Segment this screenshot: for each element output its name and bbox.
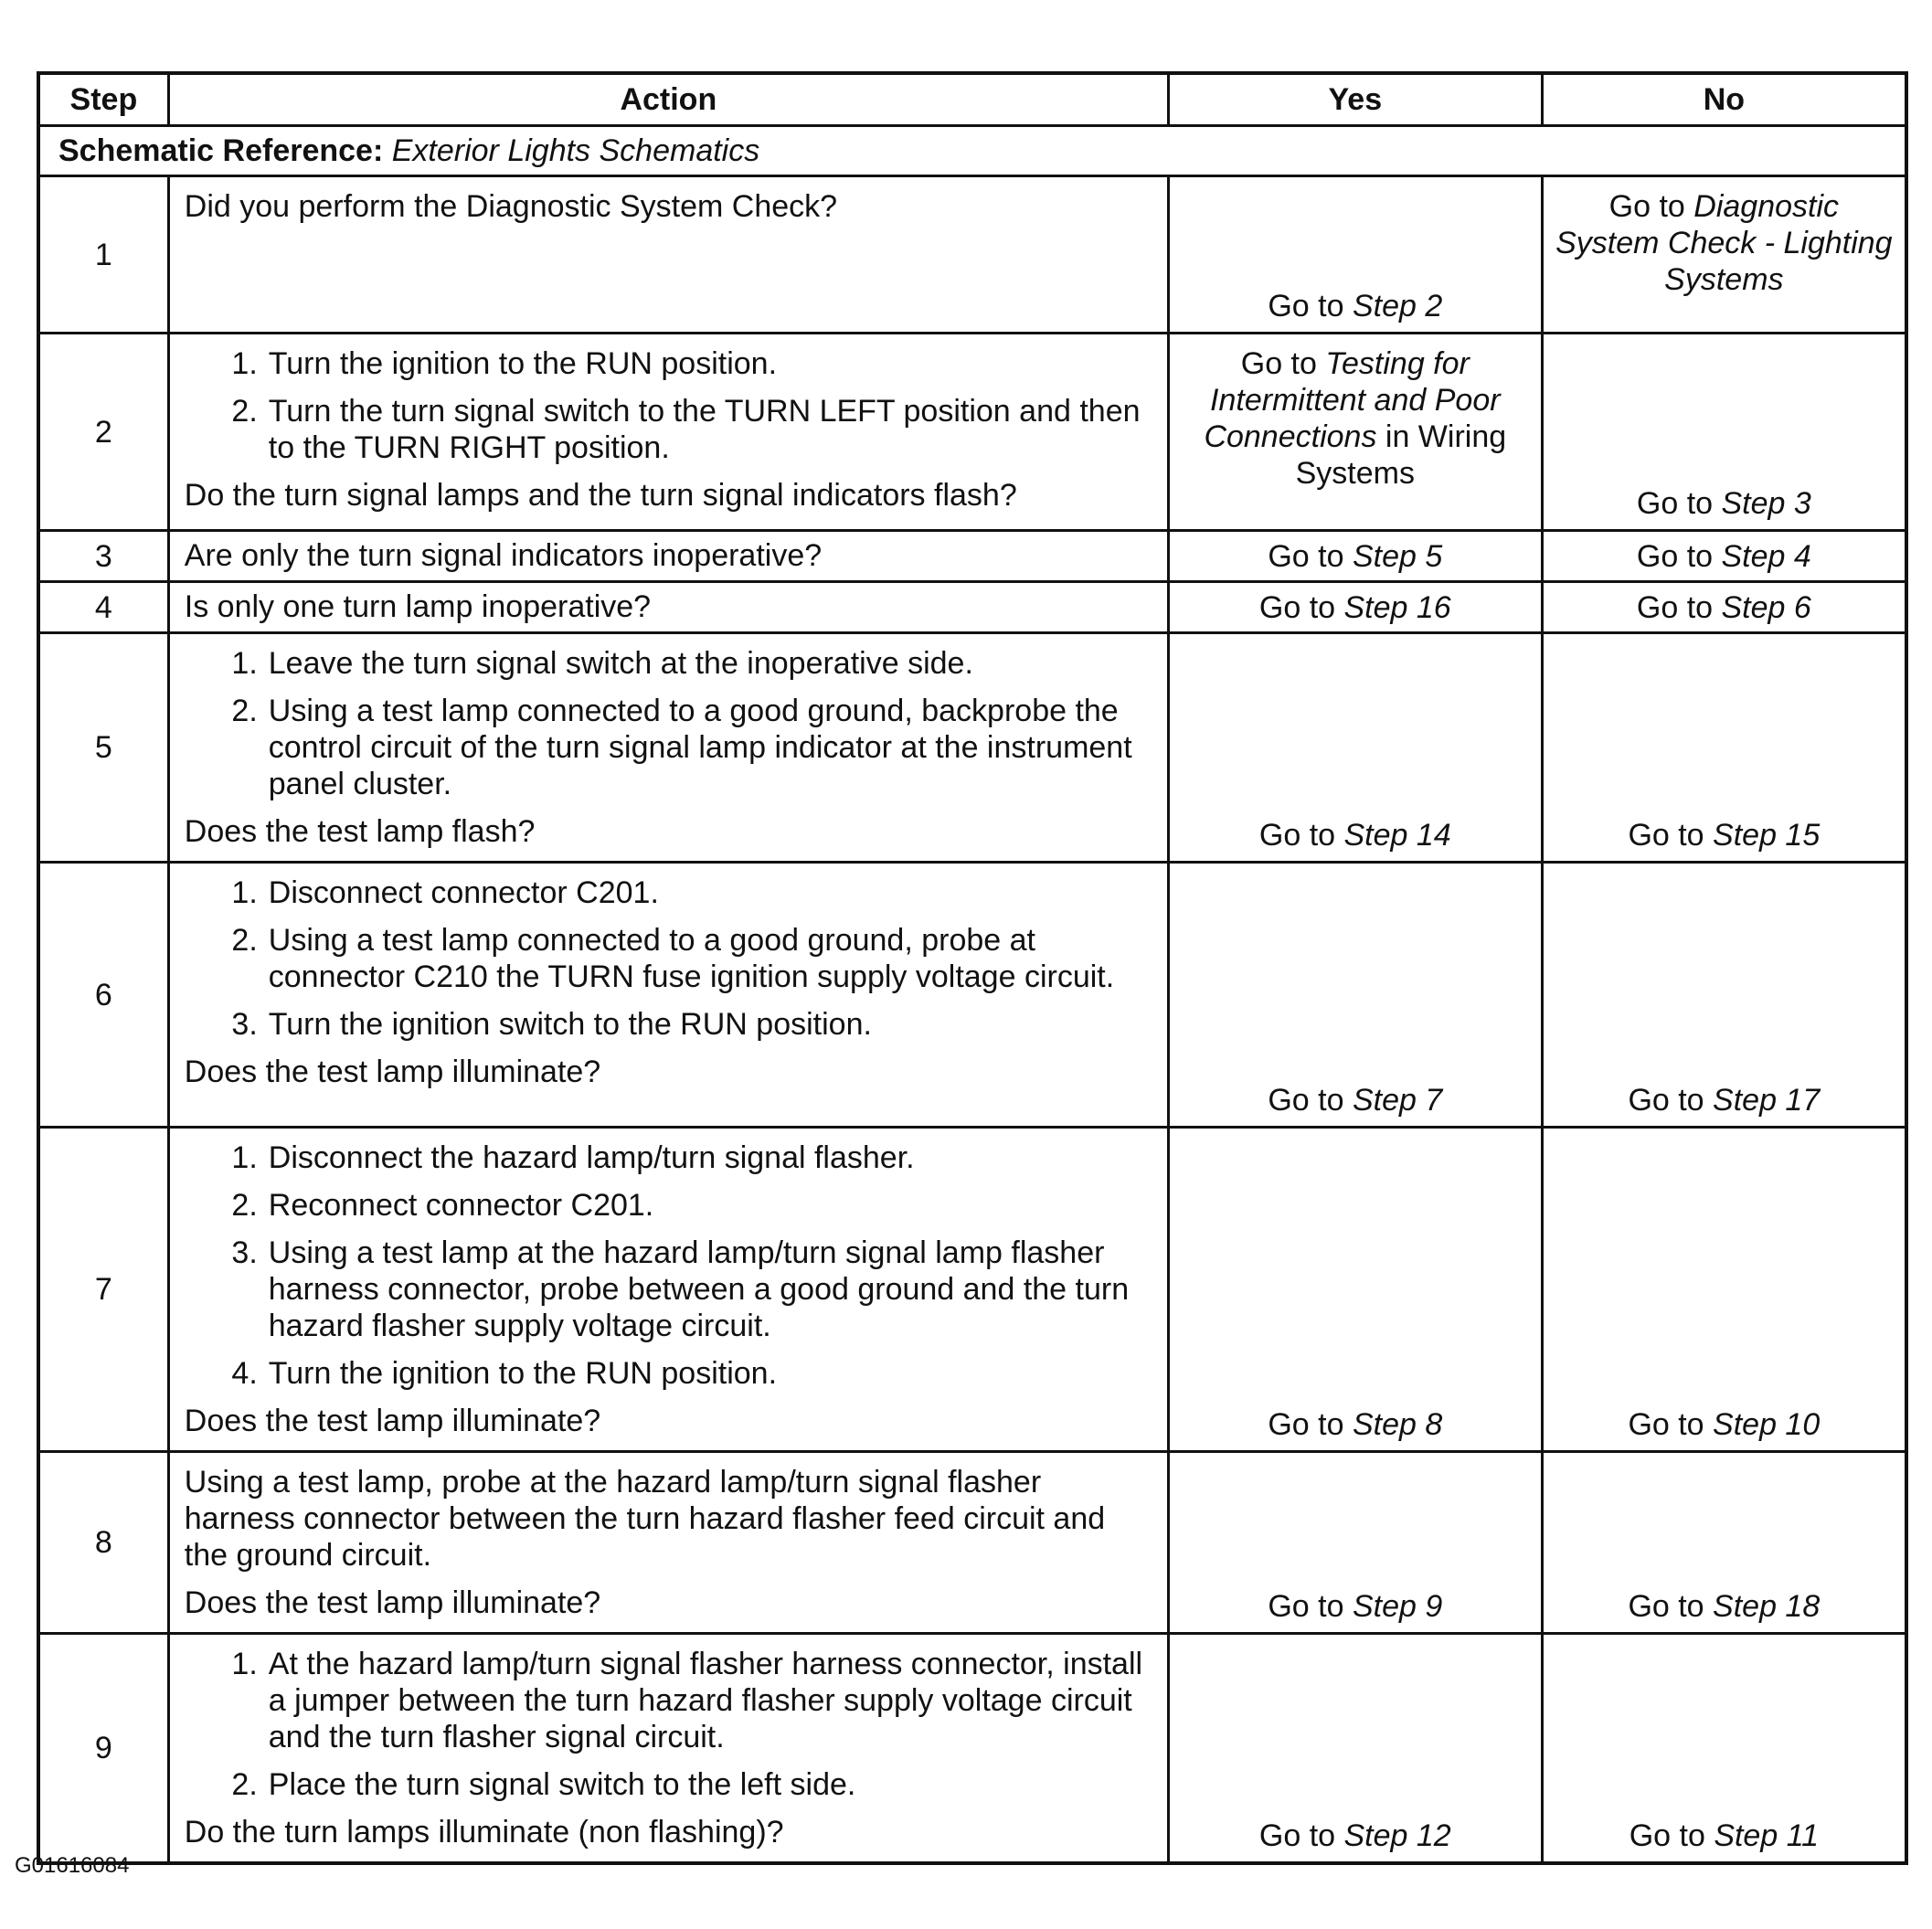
action-cell <box>168 582 1168 633</box>
action-list <box>185 874 1154 1043</box>
table-row <box>38 1634 1906 1864</box>
action-cell <box>168 633 1168 863</box>
no-prefix: Go to <box>1636 538 1722 574</box>
yes-result <box>1181 817 1530 853</box>
no-link[interactable]: Step 11 <box>1714 1818 1819 1853</box>
table-row <box>38 633 1906 863</box>
no-link[interactable]: Step 3 <box>1721 486 1811 521</box>
yes-result <box>1181 1818 1530 1854</box>
yes-cell <box>1168 334 1542 531</box>
no-result <box>1555 1406 1894 1443</box>
action-question: Are only the turn signal indicators inoperative? <box>184 538 823 573</box>
schematic-link[interactable]: Exterior Lights Schematics <box>391 133 760 168</box>
no-prefix: Go to <box>1628 1083 1714 1118</box>
header-step: Step <box>38 73 168 126</box>
no-link[interactable]: Step 4 <box>1721 538 1811 574</box>
yes-link[interactable]: Step 2 <box>1352 289 1443 323</box>
no-prefix: Go to <box>1628 1589 1714 1624</box>
action-cell <box>168 863 1168 1128</box>
yes-result <box>1181 589 1530 626</box>
action-list <box>185 645 1154 802</box>
action-question: Does the test lamp illuminate? <box>184 1404 601 1438</box>
no-cell <box>1542 863 1906 1128</box>
yes-result <box>1181 288 1530 324</box>
step-number: 2 <box>38 334 168 531</box>
table-row <box>38 334 1906 531</box>
list-item: 1. At the hazard lamp/turn signal flasher harness connector, install a jumper between the turn hazard flasher supply voltage circuit and the turn flasher signal circuit. <box>231 1647 1143 1754</box>
no-prefix: Go to <box>1636 589 1722 625</box>
step-number: 1 <box>38 176 168 334</box>
schematic-row <box>38 126 1906 176</box>
step-number: 8 <box>38 1452 168 1634</box>
no-cell <box>1542 1452 1906 1634</box>
no-cell <box>1542 334 1906 531</box>
list-item: 1. Disconnect the hazard lamp/turn signal flasher. <box>231 1140 915 1175</box>
no-result <box>1555 188 1894 298</box>
no-result <box>1555 817 1894 853</box>
action-question: Do the turn signal lamps and the turn signal indicators flash? <box>184 478 1017 513</box>
list-item: 3. Using a test lamp at the hazard lamp/turn signal lamp flasher harness connector, probe between a good ground and the turn hazard flasher supply voltage circuit. <box>231 1235 1130 1343</box>
figure-id: G01616084 <box>15 1853 130 1878</box>
list-item: 1. Leave the turn signal switch at the inoperative side. <box>231 646 973 681</box>
action-question: Does the test lamp illuminate? <box>184 1585 601 1620</box>
list-item: 2. Turn the turn signal switch to the TURN LEFT position and then to the TURN RIGHT position. <box>231 394 1141 465</box>
action-text: Using a test lamp, probe at the hazard lamp/turn signal flasher harness connector between the turn hazard flasher feed circuit and the ground circuit. <box>184 1465 1106 1573</box>
schematic-label: Schematic Reference: <box>58 133 384 168</box>
action-cell <box>168 176 1168 334</box>
no-cell <box>1542 1634 1906 1864</box>
yes-link[interactable]: Testing for Intermittent and Poor Connections <box>1204 346 1501 454</box>
yes-link[interactable]: Step 16 <box>1343 589 1451 625</box>
no-prefix: Go to <box>1608 189 1694 224</box>
no-link[interactable]: Diagnostic System Check - Lighting Systems <box>1555 189 1893 297</box>
yes-result <box>1181 345 1530 492</box>
yes-cell <box>1168 1452 1542 1634</box>
no-prefix: Go to <box>1628 818 1714 853</box>
yes-prefix: Go to <box>1268 538 1353 574</box>
action-cell <box>168 531 1168 582</box>
yes-prefix: Go to <box>1268 1407 1353 1442</box>
schematic-reference <box>38 126 1906 176</box>
yes-result <box>1181 1588 1530 1625</box>
no-result <box>1555 589 1894 626</box>
action-cell <box>168 1634 1168 1864</box>
table-row <box>38 531 1906 582</box>
yes-cell <box>1168 863 1542 1128</box>
yes-suffix: in Wiring Systems <box>1295 419 1507 491</box>
action-list <box>185 345 1154 466</box>
list-item: 2. Place the turn signal switch to the left side. <box>231 1767 856 1802</box>
step-number: 7 <box>38 1128 168 1452</box>
table-row <box>38 176 1906 334</box>
yes-prefix: Go to <box>1258 1818 1344 1853</box>
table-row <box>38 582 1906 633</box>
table-row <box>38 1128 1906 1452</box>
yes-link[interactable]: Step 14 <box>1343 818 1451 853</box>
yes-result <box>1181 1082 1530 1118</box>
step-number: 5 <box>38 633 168 863</box>
yes-prefix: Go to <box>1258 589 1344 625</box>
no-link[interactable]: Step 15 <box>1713 818 1821 853</box>
step-number: 9 <box>38 1634 168 1864</box>
action-question: Does the test lamp illuminate? <box>184 1055 601 1089</box>
yes-link[interactable]: Step 9 <box>1352 1589 1443 1624</box>
action-question: Did you perform the Diagnostic System Check? <box>184 189 838 224</box>
yes-link[interactable]: Step 12 <box>1343 1818 1451 1853</box>
list-item: 2. Using a test lamp connected to a good ground, backprobe the control circuit of the turn signal lamp indicator at the instrument panel cluster. <box>231 694 1132 801</box>
action-list <box>185 1139 1154 1392</box>
yes-link[interactable]: Step 5 <box>1352 538 1443 574</box>
action-cell <box>168 1128 1168 1452</box>
list-item: 2. Using a test lamp connected to a good ground, probe at connector C210 the TURN fuse ignition supply voltage circuit. <box>231 923 1115 994</box>
yes-link[interactable]: Step 7 <box>1352 1083 1443 1118</box>
header-row <box>38 73 1906 126</box>
yes-prefix: Go to <box>1240 346 1326 381</box>
step-number: 4 <box>38 582 168 633</box>
list-item: 3. Turn the ignition switch to the RUN position. <box>231 1007 872 1042</box>
action-question: Does the test lamp flash? <box>184 814 536 849</box>
header-yes: Yes <box>1168 73 1542 126</box>
yes-cell <box>1168 1634 1542 1864</box>
header-no: No <box>1542 73 1906 126</box>
no-cell <box>1542 633 1906 863</box>
yes-link[interactable]: Step 8 <box>1352 1407 1443 1442</box>
action-question: Is only one turn lamp inoperative? <box>184 589 652 624</box>
yes-result <box>1181 538 1530 575</box>
yes-cell <box>1168 582 1542 633</box>
yes-cell <box>1168 176 1542 334</box>
no-cell <box>1542 582 1906 633</box>
no-cell <box>1542 176 1906 334</box>
action-list <box>185 1646 1154 1803</box>
action-question: Do the turn lamps illuminate (non flashing)? <box>184 1815 784 1850</box>
list-item: 2. Reconnect connector C201. <box>231 1188 654 1223</box>
no-link[interactable]: Step 17 <box>1713 1083 1821 1118</box>
yes-prefix: Go to <box>1268 289 1353 323</box>
no-cell <box>1542 1128 1906 1452</box>
no-result <box>1555 1588 1894 1625</box>
action-cell <box>168 334 1168 531</box>
list-item: 4. Turn the ignition to the RUN position. <box>231 1356 778 1391</box>
action-cell <box>168 1452 1168 1634</box>
yes-prefix: Go to <box>1268 1589 1353 1624</box>
yes-prefix: Go to <box>1268 1083 1353 1118</box>
header-action: Action <box>168 73 1168 126</box>
list-item: 1. Turn the ignition to the RUN position. <box>231 346 778 381</box>
no-prefix: Go to <box>1628 1407 1714 1442</box>
no-result <box>1555 538 1894 575</box>
no-prefix: Go to <box>1636 486 1722 521</box>
table-row <box>38 1452 1906 1634</box>
no-link[interactable]: Step 18 <box>1713 1589 1821 1624</box>
no-link[interactable]: Step 6 <box>1721 589 1811 625</box>
yes-cell <box>1168 1128 1542 1452</box>
no-result <box>1555 485 1894 522</box>
yes-prefix: Go to <box>1258 818 1344 853</box>
diagnostic-table <box>37 71 1908 1865</box>
no-link[interactable]: Step 10 <box>1713 1407 1821 1442</box>
step-number: 3 <box>38 531 168 582</box>
table-row <box>38 863 1906 1128</box>
no-result <box>1555 1082 1894 1118</box>
no-cell <box>1542 531 1906 582</box>
no-result <box>1555 1818 1894 1854</box>
step-number: 6 <box>38 863 168 1128</box>
list-item: 1. Disconnect connector C201. <box>231 875 659 910</box>
yes-cell <box>1168 633 1542 863</box>
yes-cell <box>1168 531 1542 582</box>
no-prefix: Go to <box>1629 1818 1714 1853</box>
yes-result <box>1181 1406 1530 1443</box>
